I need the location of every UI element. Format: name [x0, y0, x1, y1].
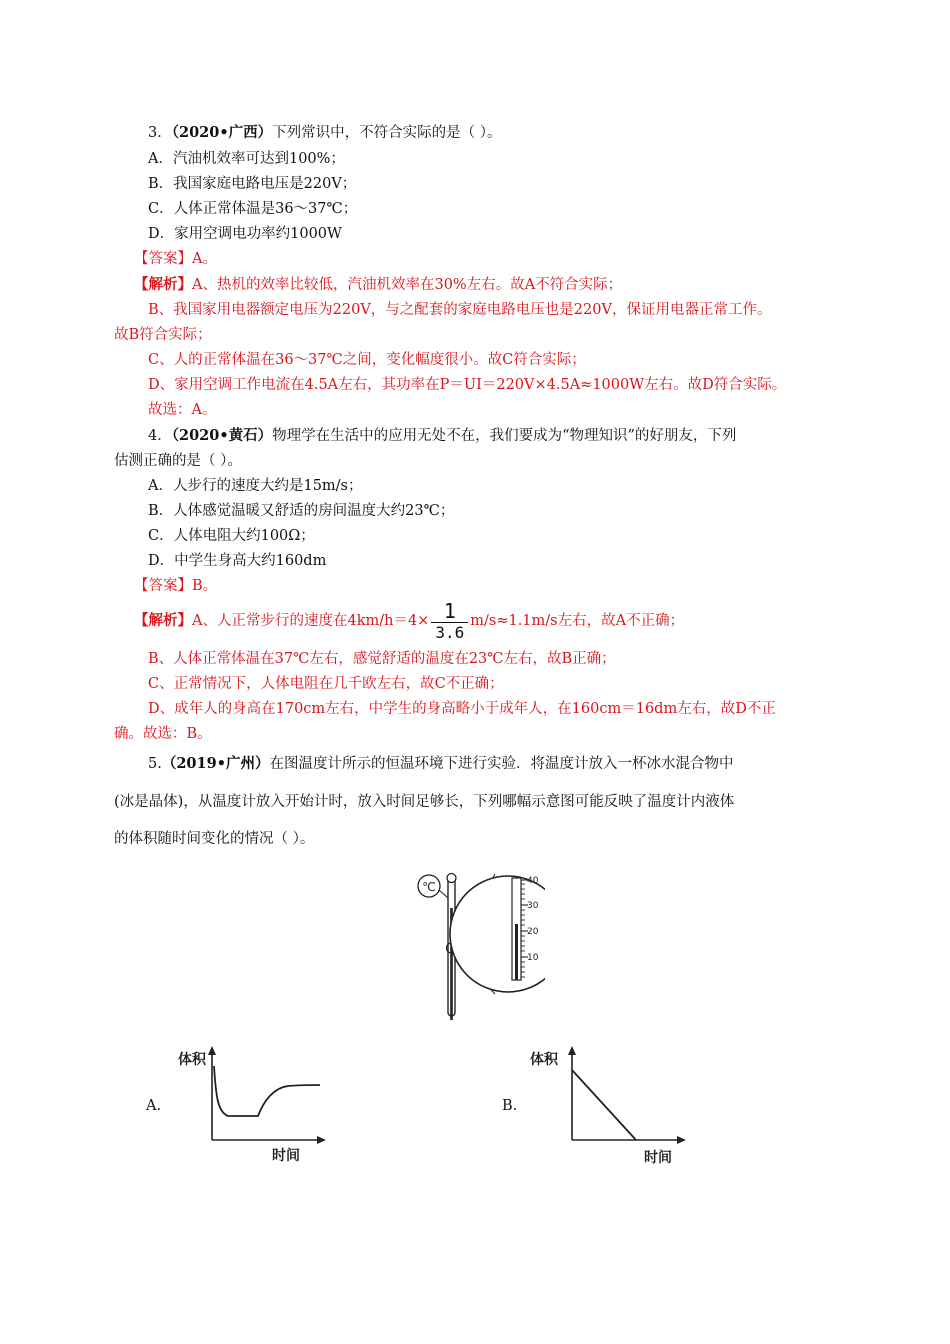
thermometer-figure	[415, 868, 545, 1028]
q4-analysis-head: 【解析】	[134, 612, 192, 629]
q4-stem	[148, 426, 736, 446]
q3-analysis-d: D、家用空调工作电流在4.5A左右，其功率在P＝UI＝220V×4.5A≈1000W左右。故D符合实际。	[148, 377, 787, 393]
fraction	[431, 600, 468, 643]
q5-number: 5.	[148, 756, 162, 772]
q5-stem-text-1: 在图温度计所示的恒温环境下进行实验．将温度计放入一杯冰水混合物中	[269, 756, 734, 772]
q3-option-b: B．我国家庭电路电压是220V；	[148, 176, 357, 192]
q4-answer: 【答案】B。	[134, 578, 218, 594]
q3-option-a: A．汽油机效率可达到100%；	[148, 151, 345, 167]
q4-stem-text-1: 物理学在生活中的应用无处不在，我们要成为“物理知识”的好朋友，下列	[272, 428, 737, 444]
q3-stem	[148, 123, 501, 143]
graph-b-curve	[572, 1070, 636, 1140]
q3-analysis-head: 【解析】	[134, 276, 192, 293]
fraction-denominator: 3.6	[431, 622, 468, 643]
graph-a-option-label: A.	[146, 1098, 162, 1114]
q4-number: 4．	[148, 428, 172, 444]
tick-30: 30	[527, 901, 539, 911]
q4-option-b: B．人体感觉温暖又舒适的房间温度大约23℃；	[148, 503, 455, 519]
graph-a	[170, 1040, 340, 1170]
q4-analysis-a	[134, 598, 684, 644]
q3-conclusion: 故选：A。	[148, 402, 217, 418]
q4-option-c: C．人体电阻大约100Ω；	[148, 528, 315, 544]
q4-analysis-a-pre: A、人正常步行的速度在4km/h＝4×	[192, 613, 430, 629]
fraction-numerator: 1	[443, 598, 456, 623]
tick-40: 40	[527, 876, 539, 886]
tick-10: 10	[527, 953, 539, 963]
q3-number: 3．	[148, 125, 172, 141]
celsius-label: ℃	[422, 880, 436, 894]
q4-option-a: A．人步行的速度大约是15m/s；	[148, 478, 363, 494]
graph-b-option-label: B.	[502, 1098, 518, 1114]
q4-analysis-b: B、人体正常体温在37℃左右，感觉舒适的温度在23℃左右，故B正确；	[148, 651, 616, 667]
graph-b	[528, 1040, 698, 1170]
q5-stem-text-3: 的体积随时间变化的情况（ ）。	[114, 831, 315, 847]
q3-analysis-line-a: A、热机的效率比较低，汽油机效率在30%左右。故A不符合实际；	[192, 277, 623, 293]
q4-conclusion: 确。故选：B。	[114, 726, 212, 742]
q5-stem-text-2: (冰是晶体)，从温度计放入开始计时，放入时间足够长，下列哪幅示意图可能反映了温度计内液体	[114, 794, 735, 810]
tick-20: 20	[527, 927, 539, 937]
q3-analysis-a	[134, 275, 622, 295]
graph-b-y-label: 体积	[530, 1052, 558, 1068]
graph-b-x-label: 时间	[644, 1150, 672, 1166]
q3-analysis-c: C、人的正常体温在36～37℃之间，变化幅度很小。故C符合实际；	[148, 352, 586, 368]
graph-a-y-label: 体积	[178, 1052, 206, 1068]
q3-answer: 【答案】A。	[134, 251, 217, 267]
graph-a-curve	[214, 1066, 320, 1116]
q5-stem	[148, 754, 733, 774]
q4-option-d: D．中学生身高大约160dm	[148, 553, 327, 569]
q4-source: （2020•黄石）	[171, 427, 273, 444]
q4-analysis-c: C、正常情况下，人体电阻在几千欧左右，故C不正确；	[148, 676, 504, 692]
q4-analysis-a-post: m/s≈1.1m/s左右，故A不正确；	[470, 613, 685, 629]
q3-option-d: D．家用空调电功率约1000W	[148, 226, 342, 242]
q4-stem-text-2: 估测正确的是（ ）。	[114, 453, 242, 469]
q5-source: （2019•广州）	[161, 755, 270, 772]
q3-source: （2020•广西）	[171, 124, 273, 141]
graph-a-x-label: 时间	[272, 1148, 300, 1164]
q3-analysis-b: B、我国家用电器额定电压为220V，与之配套的家庭电路电压也是220V，保证用电器正常工作。	[148, 302, 772, 318]
q3-option-c: C．人体正常体温是36～37℃；	[148, 201, 358, 217]
q3-stem-text: 下列常识中，不符合实际的是（ ）。	[272, 125, 502, 141]
q4-analysis-d: D、成年人的身高在170cm左右，中学生的身高略小于成年人，在160cm＝16dm左右，故D不正	[148, 701, 776, 717]
q3-analysis-b-cont: 故B符合实际；	[114, 327, 212, 343]
